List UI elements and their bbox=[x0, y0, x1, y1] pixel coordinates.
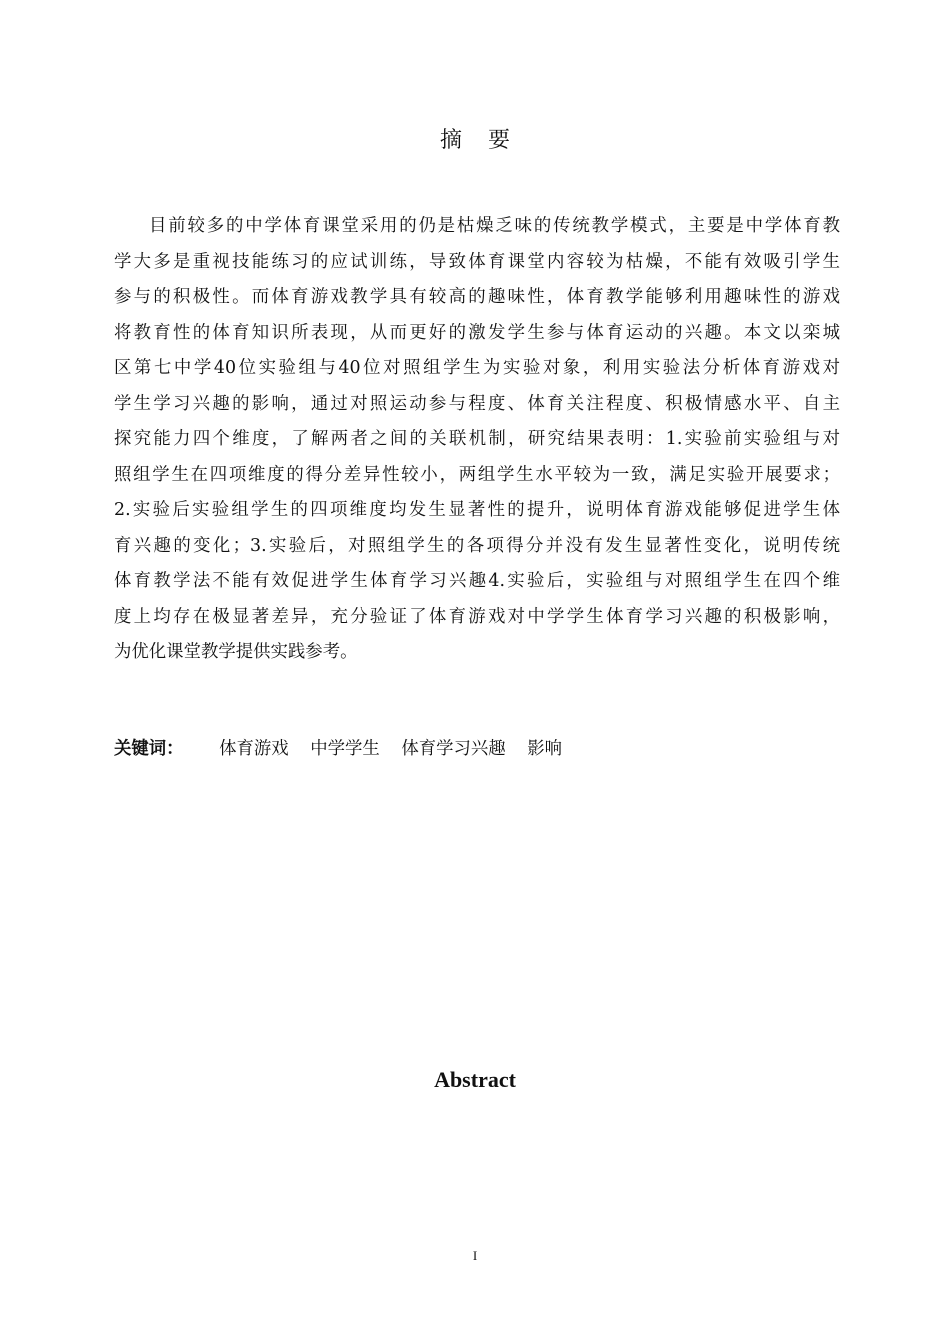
abstract-line: 学大多是重视技能练习的应试训练，导致体育课堂内容较为枯燥，不能有效吸引学生 bbox=[114, 251, 840, 272]
abstract-title-cn: 摘要 bbox=[439, 128, 536, 153]
abstract-line: 目前较多的中学体育课堂采用的仍是枯燥乏味的传统教学模式，主要是中学体育教 bbox=[149, 216, 840, 236]
abstract-line: 2.实验后实验组学生的四项维度均发生显著性的提升，说明体育游戏能够促进学生体 bbox=[114, 500, 840, 520]
keywords-label: 关键词： bbox=[114, 739, 184, 759]
abstract-line: 照组学生在四项维度的得分差异性较小，两组学生水平较为一致，满足实验开展要求； bbox=[114, 464, 840, 485]
abstract-line: 将教育性的体育知识所表现，从而更好的激发学生参与体育运动的兴趣。本文以栾城 bbox=[114, 322, 840, 343]
abstract-title-en: Abstract bbox=[434, 1067, 516, 1092]
keyword-item: 体育游戏 bbox=[219, 739, 289, 759]
abstract-line: 度上均存在极显著差异，充分验证了体育游戏对中学学生体育学习兴趣的积极影响， bbox=[114, 606, 840, 627]
abstract-line: 参与的积极性。而体育游戏教学具有较高的趣味性，体育教学能够利用趣味性的游戏 bbox=[114, 287, 840, 307]
abstract-line: 体育教学法不能有效促进学生体育学习兴趣4.实验后，实验组与对照组学生在四个维 bbox=[114, 571, 840, 591]
abstract-line: 探究能力四个维度，了解两者之间的关联机制，研究结果表明：1.实验前实验组与对 bbox=[114, 429, 840, 449]
abstract-body bbox=[114, 209, 840, 671]
abstract-line: 区第七中学40位实验组与40位对照组学生为实验对象，利用实验法分析体育游戏对 bbox=[114, 358, 840, 378]
keyword-item: 中学学生 bbox=[310, 739, 380, 759]
page-number: I bbox=[472, 1248, 478, 1263]
abstract-line: 学生学习兴趣的影响，通过对照运动参与程度、体育关注程度、积极情感水平、自主 bbox=[114, 393, 840, 414]
abstract-line: 育兴趣的变化；3.实验后，对照组学生的各项得分并没有发生显著性变化，说明传统 bbox=[114, 535, 840, 556]
keyword-item: 影响 bbox=[527, 739, 563, 759]
keyword-item: 体育学习兴趣 bbox=[401, 739, 506, 759]
abstract-line: 为优化课堂教学提供实践参考。 bbox=[114, 642, 358, 662]
keywords-row bbox=[114, 736, 578, 762]
